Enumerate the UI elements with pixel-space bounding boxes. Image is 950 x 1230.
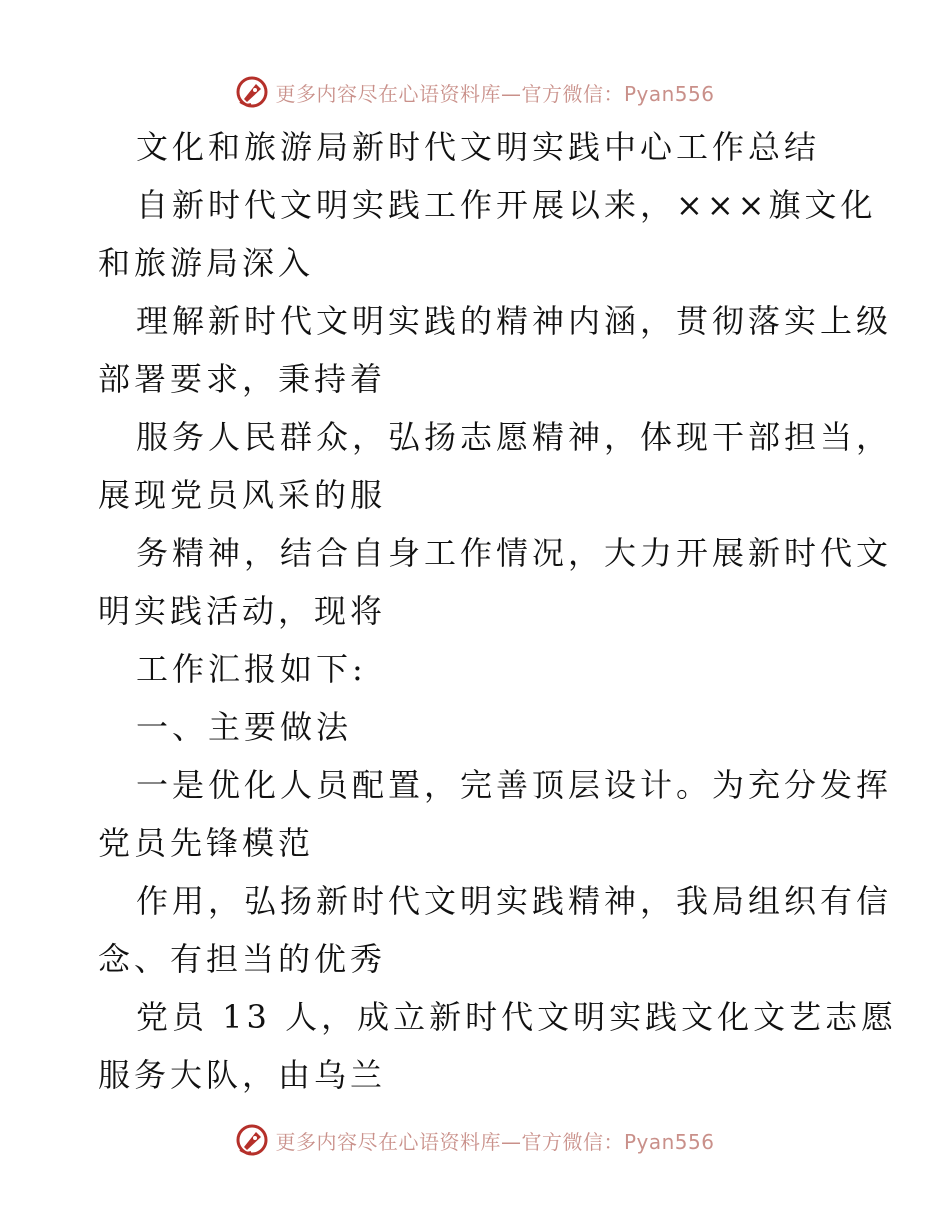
pen-nib-logo-icon bbox=[235, 1123, 269, 1157]
footer-watermark-text: 更多内容尽在心语资料库—官方微信：Pyan556 bbox=[275, 1129, 715, 1154]
text-line: 工作汇报如下: bbox=[136, 650, 367, 688]
text-line: 部署要求，秉持着 bbox=[98, 360, 387, 398]
footer-watermark bbox=[0, 1120, 950, 1160]
text-line: 服务大队，由乌兰 bbox=[98, 1056, 387, 1094]
text-line: 一、主要做法 bbox=[136, 708, 353, 746]
header-watermark bbox=[0, 72, 950, 112]
text-line: 和旅游局深入 bbox=[98, 244, 315, 282]
pen-nib-logo-icon bbox=[235, 75, 269, 109]
text-line: 务精神，结合自身工作情况，大力开展新时代文 bbox=[136, 534, 893, 572]
text-line: 念、有担当的优秀 bbox=[98, 940, 387, 978]
text-line: 理解新时代文明实践的精神内涵，贯彻落实上级 bbox=[136, 302, 893, 340]
text-line: 自新时代文明实践工作开展以来，×××旗文化 bbox=[136, 186, 877, 224]
text-line: 党员 13 人，成立新时代文明实践文化文艺志愿 bbox=[136, 998, 898, 1036]
text-line: 展现党员风采的服 bbox=[98, 476, 387, 514]
text-line: 文化和旅游局新时代文明实践中心工作总结 bbox=[136, 128, 821, 166]
header-watermark-text: 更多内容尽在心语资料库—官方微信：Pyan556 bbox=[275, 81, 715, 106]
text-line: 党员先锋模范 bbox=[98, 824, 315, 862]
document-body bbox=[98, 118, 898, 1104]
text-line: 服务人民群众，弘扬志愿精神，体现干部担当， bbox=[136, 418, 893, 456]
text-line: 作用，弘扬新时代文明实践精神，我局组织有信 bbox=[136, 882, 893, 920]
text-line: 一是优化人员配置，完善顶层设计。为充分发挥 bbox=[136, 766, 893, 804]
text-line: 明实践活动，现将 bbox=[98, 592, 387, 630]
